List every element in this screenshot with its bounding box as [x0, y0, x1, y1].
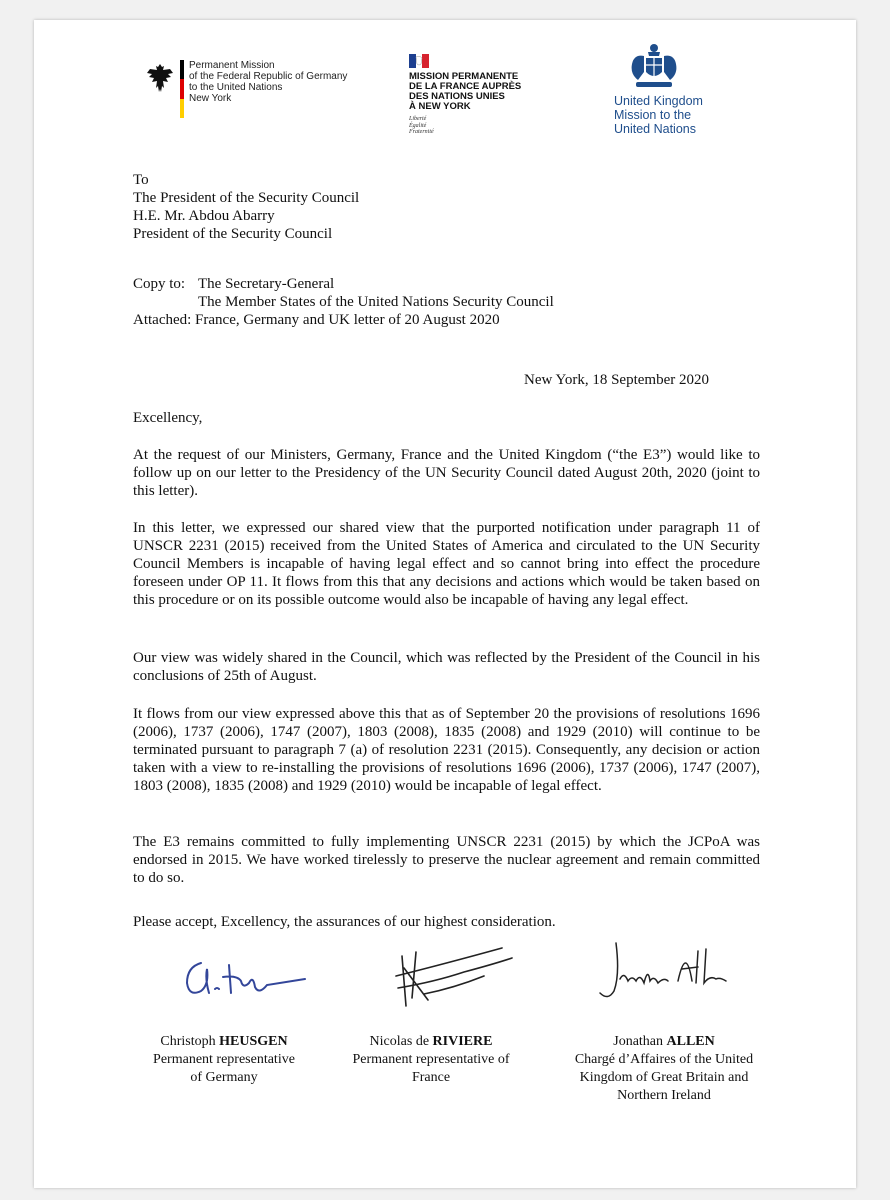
- signatory-name: Jonathan ALLEN: [613, 1034, 715, 1049]
- paragraph-4: It flows from our view expressed above this that as of September 20 the provisions of resolutions 1696 (2006), 1737 (2006), 1747 (2007), 1803 (2008), 1835 (2008) and 1929 (2010) will continue to be terminated pursuant to paragraph 7 (a) of resolution 2231 (2015). Consequently, any decision or action taken with a view to re-installing the provisions of resolutions 1696 (2006), 1737 (2006), 1747 (2007), 1803 (2008), 1835 (2008) and 1929 (2010) would be incapable of legal effect.: [133, 706, 760, 794]
- uk-mission-name: United Kingdom Mission to the United Nations: [614, 94, 703, 136]
- marianne-flag-icon: [409, 54, 429, 68]
- signatory-uk: Jonathan ALLEN Chargé d’Affaires of the United Kingdom of Great Britain and Northern Ireland: [556, 1033, 772, 1105]
- france-motto: Liberté Égalité Fraternité: [409, 116, 434, 135]
- germany-mission-name: Permanent Mission of the Federal Republic of Germany to the United Nations New York: [189, 60, 348, 104]
- allen-signature-icon: [594, 935, 734, 1010]
- salutation: Excellency,: [133, 410, 203, 426]
- royal-coat-of-arms-icon: [626, 42, 682, 90]
- paragraph-5: The E3 remains committed to fully implementing UNSCR 2231 (2015) by which the JCPoA was endorsed in 2015. We have worked tirelessly to preserve the nuclear agreement and remain committed to do so.: [133, 834, 760, 886]
- copy-line-1: The Secretary-General: [198, 276, 335, 292]
- germany-letterhead: [146, 60, 356, 120]
- recipient-line-1: The President of the Security Council: [133, 190, 360, 206]
- heusgen-signature-icon: [179, 945, 309, 1010]
- german-eagle-icon: [146, 62, 174, 94]
- attached-line: Attached: France, Germany and UK letter of 20 August 2020: [133, 312, 500, 328]
- signatory-france: Nicolas de RIVIERE Permanent representative of France: [331, 1033, 531, 1087]
- paragraph-1: At the request of our Ministers, Germany, France and the United Kingdom (“the E3”) would like to follow up on our letter to the Presidency of the UN Security Council dated August 20th, 2020 (joint to this letter).: [133, 447, 760, 499]
- signatory-germany: Christoph HEUSGEN Permanent representative of Germany: [124, 1033, 324, 1087]
- paragraph-3: Our view was widely shared in the Council, which was reflected by the President of the Council in his conclusions of 25th of August.: [133, 650, 760, 684]
- german-flag-bar: [180, 60, 184, 118]
- closing-line: Please accept, Excellency, the assurances of our highest consideration.: [133, 914, 556, 930]
- de-riviere-signature-icon: [384, 938, 524, 1013]
- letter-page: [34, 20, 856, 1188]
- date-line: New York, 18 September 2020: [524, 372, 709, 388]
- signatory-name: Christoph HEUSGEN: [160, 1034, 288, 1049]
- paragraph-2: In this letter, we expressed our shared view that the purported notification under paragraph 11 of UNSCR 2231 (2015) received from the United States of America and circulated to the UN Security Council Members is incapable of having legal effect and so cannot bring into effect the procedure foreseen under OP 11. It flows from this that any decisions and actions which would be taken based on this procedure or on its possible outcome would also be incapable of having any legal effect.: [133, 520, 760, 608]
- copy-to-label: Copy to:: [133, 276, 186, 292]
- recipient-line-2: H.E. Mr. Abdou Abarry: [133, 208, 275, 224]
- recipient-line-3: President of the Security Council: [133, 226, 333, 242]
- uk-letterhead: [614, 42, 724, 142]
- copy-line-2: The Member States of the United Nations Security Council: [198, 294, 554, 310]
- france-letterhead: [407, 54, 597, 144]
- france-mission-name: MISSION PERMANENTE DE LA FRANCE AUPRÈS DES NATIONS UNIES À NEW YORK: [409, 71, 522, 112]
- signatory-name: Nicolas de RIVIERE: [369, 1034, 493, 1049]
- to-label: To: [133, 172, 149, 188]
